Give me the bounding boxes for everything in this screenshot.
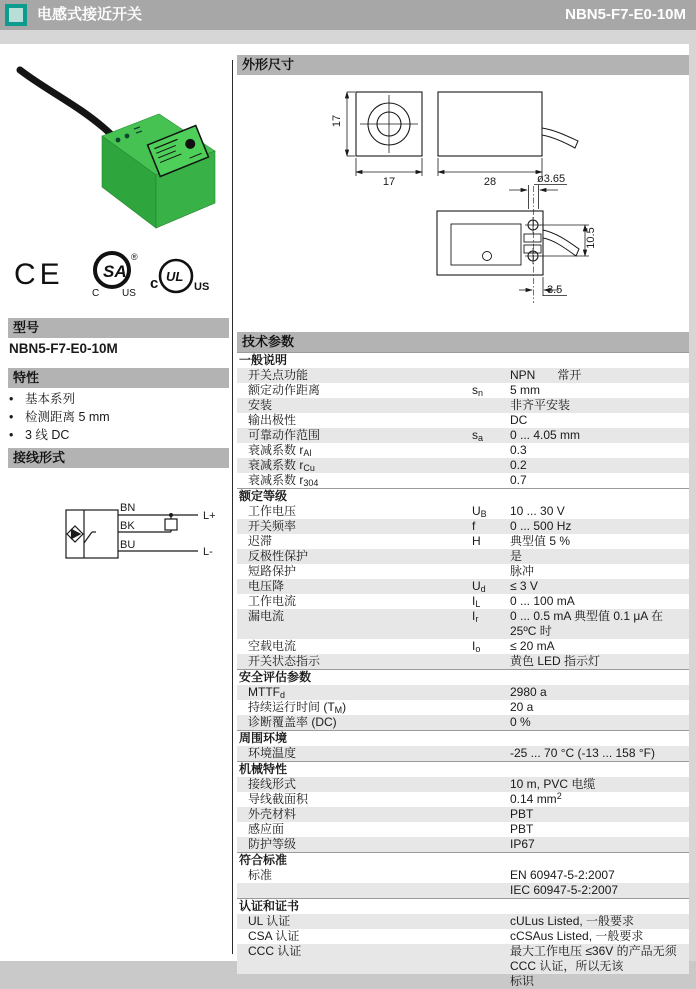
spec-row: [237, 443, 689, 458]
feature-label: 基本系列: [25, 392, 76, 406]
spec-value: 0 ... 500 Hz: [510, 519, 572, 533]
column-divider: [232, 60, 233, 954]
spec-group-title: 安全评估参数: [237, 669, 689, 685]
spec-row: [237, 944, 689, 974]
spec-label: 环境温度: [248, 746, 297, 760]
spec-value: 0 ... 0.5 mA 典型值 0.1 μA 在 25ºC 时: [510, 609, 663, 638]
spec-value: 非齐平安装: [510, 398, 571, 412]
spec-row: [237, 534, 689, 549]
spec-label: 持续运行时间 $(T_M)$: [248, 700, 347, 715]
spec-symbol: [472, 792, 510, 807]
cable: [20, 70, 122, 145]
dimension-drawing: [237, 78, 689, 330]
spec-value: cULus Listed, 一般要求: [510, 914, 635, 928]
spec-symbol: [472, 929, 510, 944]
dim-edge-offset: 3.5: [547, 284, 563, 296]
spec-label: [237, 974, 472, 989]
spec-symbol: $s_a$: [472, 428, 484, 443]
model-section-header: 型号: [8, 318, 229, 338]
certification-logos: [8, 248, 222, 300]
spec-group-title: 额定等级: [237, 488, 689, 504]
spec-row: [237, 458, 689, 473]
spec-label: 工作电压: [248, 504, 297, 518]
spec-group-title: 一般说明: [237, 352, 689, 368]
spec-symbol: [472, 473, 510, 488]
spec-row: [237, 837, 689, 852]
spec-row: [237, 807, 689, 822]
spec-row: [237, 746, 689, 761]
spec-label: 电压降: [248, 579, 285, 593]
spec-symbol: [472, 368, 510, 383]
spec-label: 外壳材料: [248, 807, 297, 821]
spec-symbol: $U_d$: [472, 579, 486, 594]
spec-row: [237, 929, 689, 944]
spec-row: [237, 413, 689, 428]
spec-label: 额定动作距离: [248, 383, 321, 397]
spec-row: [237, 473, 689, 488]
spec-label: 导线截面积: [248, 792, 309, 806]
wire-label-bu: BU: [120, 539, 136, 551]
spec-symbol: $I_o$: [472, 639, 481, 654]
spec-row: [237, 883, 689, 898]
spec-value: ≤ 20 mA: [510, 639, 555, 653]
spec-symbol: [472, 398, 510, 413]
spec-label: 输出极性: [248, 413, 297, 427]
page-title: 电感式接近开关: [37, 6, 143, 23]
spec-symbol: [472, 974, 510, 989]
spec-row: [237, 914, 689, 929]
spec-row: [237, 822, 689, 837]
spec-symbol: [472, 458, 510, 473]
spec-group-title: 认证和证书: [237, 898, 689, 914]
dim-front-height: 17: [331, 114, 343, 128]
features-section-header: 特性: [8, 368, 229, 388]
spec-symbol: [472, 837, 510, 852]
spec-label: 可靠动作范围: [248, 428, 321, 442]
spec-label: 衰减系数 $r_{Cu}$: [248, 458, 315, 473]
spec-row: [237, 609, 689, 639]
spec-value: 2980 a: [510, 685, 547, 699]
svg-text:c: c: [150, 275, 159, 292]
spec-value: 0 ... 4.05 mm: [510, 428, 581, 442]
spec-row: [237, 383, 689, 398]
spec-label: [237, 883, 472, 898]
spec-label: 工作电流: [248, 594, 297, 608]
terminal-label-lminus: L-: [203, 546, 213, 558]
spec-symbol: [472, 564, 510, 579]
dimensions-section-header: 外形尺寸: [237, 55, 689, 75]
spec-label: 防护等级: [248, 837, 297, 851]
spec-value: 0.14 $mm^2$: [510, 791, 562, 806]
spec-row: [237, 777, 689, 792]
wiring-diagram: [8, 498, 230, 578]
spec-value: 典型值 5 %: [510, 534, 571, 548]
spec-row: [237, 549, 689, 564]
spec-value: ≤ 3 V: [510, 579, 538, 593]
spec-row: [237, 639, 689, 654]
wire-label-bn: BN: [120, 502, 136, 514]
spec-symbol: [472, 549, 510, 564]
spec-row: [237, 792, 689, 807]
model-number: NBN5-F7-E0-10M: [9, 341, 118, 356]
spec-value: 0.3: [510, 443, 527, 457]
spec-row: [237, 974, 689, 989]
spec-value: 脉冲: [510, 564, 535, 578]
spec-symbol: [472, 822, 510, 837]
bullet-icon: •: [9, 410, 14, 424]
spec-row: [237, 428, 689, 443]
spec-value: 10 m, PVC 电缆: [510, 777, 596, 791]
spec-value: 0.2: [510, 458, 527, 472]
spec-symbol: [472, 807, 510, 822]
spec-row: [237, 504, 689, 519]
spec-label: 开关频率: [248, 519, 297, 533]
svg-text:US: US: [194, 281, 210, 293]
spec-symbol: [472, 777, 510, 792]
spec-label: 标准: [248, 868, 273, 882]
spec-label: CCC 认证: [248, 944, 302, 958]
tech-section-header: 技术参数: [237, 332, 689, 352]
spec-row: [237, 564, 689, 579]
spec-value: 标识: [510, 974, 535, 988]
led-hole-1: [116, 138, 121, 143]
led-hole-2: [125, 134, 130, 139]
spec-label: 衰减系数 $r_{304}$: [248, 473, 319, 488]
spec-row: [237, 685, 689, 700]
spec-symbol: H: [472, 534, 481, 548]
spec-symbol: [472, 654, 510, 669]
terminal-label-lplus: L+: [203, 510, 216, 522]
svg-text:®: ®: [131, 252, 138, 262]
spec-label: 漏电流: [248, 609, 285, 623]
spec-label: 接线形式: [248, 777, 297, 791]
dim-side-width: 28: [483, 176, 497, 188]
feature-label: 3 线 DC: [25, 428, 70, 442]
ce-mark-icon: CE: [14, 258, 64, 291]
svg-text:C: C: [92, 288, 100, 299]
spec-label: CSA 认证: [248, 929, 300, 943]
spec-symbol: f: [472, 519, 476, 533]
spec-value: 最大工作电压 ≤36V 的产品无须 CCC 认证，所以无该: [510, 944, 677, 973]
spec-symbol: [472, 700, 510, 715]
svg-text:SA: SA: [103, 262, 127, 281]
spec-value-2: 常开: [557, 368, 582, 382]
spec-row: [237, 579, 689, 594]
spec-label: 开关点功能: [248, 368, 309, 382]
spec-label: $MTTF_d$: [248, 685, 286, 700]
dim-front-width: 17: [382, 176, 396, 188]
spec-symbol: [472, 868, 510, 883]
spec-symbol: [472, 715, 510, 730]
spec-value: NPN 常开: [510, 368, 582, 382]
spec-symbol: $s_n$: [472, 383, 484, 398]
spec-label: 短路保护: [248, 564, 297, 578]
spec-symbol: [472, 413, 510, 428]
cul-logo-icon: [150, 260, 209, 293]
spec-value: 5 mm: [510, 383, 540, 397]
spec-value: IEC 60947-5-2:2007: [510, 883, 619, 897]
spec-label: 安装: [248, 398, 273, 412]
spec-symbol: [472, 914, 510, 929]
spec-symbol: [472, 746, 510, 761]
spec-group-title: 符合标准: [237, 852, 689, 868]
connection-section-header: 接线形式: [8, 448, 229, 468]
spec-row: [237, 700, 689, 715]
dim-cable-diameter: ø3.65: [537, 173, 566, 185]
spec-label: 感应面: [248, 822, 285, 836]
spec-value: 10 ... 30 V: [510, 504, 565, 518]
spec-symbol: $I_L$: [472, 594, 481, 609]
spec-symbol: [472, 944, 510, 974]
spec-label: UL 认证: [248, 914, 291, 928]
spec-label: 诊断覆盖率 (DC): [248, 715, 337, 729]
feature-item: [9, 408, 227, 426]
spec-label: 反极性保护: [248, 549, 309, 563]
spec-label: 迟滞: [248, 534, 273, 548]
spec-row: [237, 594, 689, 609]
spec-value: EN 60947-5-2:2007: [510, 868, 615, 882]
spec-group-title: 机械特性: [237, 761, 689, 777]
bullet-icon: •: [9, 392, 14, 406]
spec-symbol: $I_r$: [472, 609, 479, 624]
spec-symbol: $U_B$: [472, 504, 487, 519]
spec-row: [237, 368, 689, 383]
csa-logo-icon: [92, 252, 138, 299]
spec-label: 空载电流: [248, 639, 297, 653]
spec-value: IP67: [510, 837, 535, 851]
spec-row: [237, 868, 689, 883]
spec-value: PBT: [510, 822, 534, 836]
spec-symbol: [472, 443, 510, 458]
spec-row: [237, 519, 689, 534]
tech-table: [237, 352, 689, 989]
spec-value: 是: [510, 549, 523, 563]
spec-value: 0.7: [510, 473, 527, 487]
spec-symbol: [472, 685, 510, 700]
feature-item: [9, 390, 227, 408]
page-header: [0, 0, 696, 30]
bullet-icon: •: [9, 428, 14, 442]
svg-text:UL: UL: [166, 269, 184, 284]
features-list: [9, 390, 227, 444]
spec-row: [237, 715, 689, 730]
spec-label: 衰减系数 $r_{Al}$: [248, 443, 312, 458]
wire-label-bk: BK: [120, 520, 135, 532]
spec-value: -25 ... 70 °C (-13 ... 158 °F): [510, 746, 655, 760]
spec-value: 0 %: [510, 715, 531, 729]
spec-value: 20 a: [510, 700, 534, 714]
spec-value: 黄色 LED 指示灯: [510, 654, 601, 668]
spec-value: DC: [510, 413, 528, 427]
spec-row: [237, 654, 689, 669]
spec-value: cCSAus Listed, 一般要求: [510, 929, 644, 943]
spec-label: 开关状态指示: [248, 654, 321, 668]
header-model-number: NBN5-F7-E0-10M: [565, 6, 686, 23]
spec-row: [237, 398, 689, 413]
dim-hole-spacing: 10.5: [585, 227, 597, 249]
spec-symbol: [472, 883, 510, 898]
spec-value: 0 ... 100 mA: [510, 594, 575, 608]
product-photo: [6, 56, 224, 246]
spec-group-title: 周围环境: [237, 730, 689, 746]
svg-text:US: US: [122, 288, 136, 299]
brand-square-icon: [5, 4, 27, 26]
feature-label: 检测距离 5 mm: [25, 410, 110, 424]
feature-item: [9, 426, 227, 444]
spec-value: PBT: [510, 807, 534, 821]
